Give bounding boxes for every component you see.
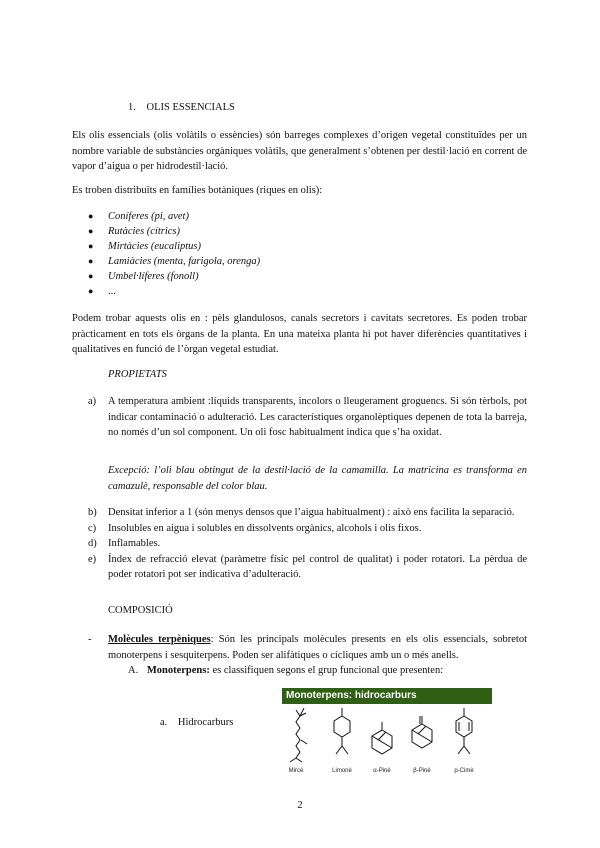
section-number: 1. xyxy=(128,102,136,113)
molecule-label: Mircè xyxy=(288,768,304,774)
hydrocarbons-label: a. Hidrocarburs xyxy=(160,717,234,728)
terpenes-label: Molècules terpèniques xyxy=(108,634,211,645)
monoterpens-line: A. Monoterpens: es classifiquen segons el grup funcional que presenten: xyxy=(128,665,444,676)
molecule-label: p-Cimè xyxy=(454,768,474,774)
list-item: ● ... xyxy=(88,285,116,297)
property-text: A temperatura ambient :líquids transparents, incolors o lleugerament groguencs. Si són tèrbols, pot indicar contaminació o adulteració. Les característiques organolèptiques depenen de tota la barreja, no només d’un sol component. Un oli fosc habitualment indica que s’ha oxidat. xyxy=(108,396,527,438)
section-heading xyxy=(128,100,235,116)
list-item: ● Mirtàcies (eucaliptus) xyxy=(88,240,202,252)
properties-title: PROPIETATS xyxy=(108,369,167,380)
limonene-structure xyxy=(334,708,350,754)
mircene-structure xyxy=(290,708,307,762)
p-cymene-structure xyxy=(456,708,472,754)
location-paragraph: Podem trobar aquests olis en : pèls glandulosos, canals secretors i cavitats secretores. Es poden trobar pràcticament en tots els òrgans de la planta. En una mateixa planta hi pot haver diferències quantitatives i qualitatives en funció de l’òrgan vegetal estudiat. xyxy=(72,313,527,355)
exception-note: Excepció: l’oli blau obtingut de la destil·lació de la camamilla. La matricina es transforma en camazulè, responsable del color blau. xyxy=(108,465,527,492)
list-item: b) Densitat inferior a 1 (són menys densos que l’aigua habitualment) : això ens facilita la separació. xyxy=(88,507,515,518)
composition-title: COMPOSICIÓ xyxy=(108,605,173,616)
section-title: OLIS ESSENCIALS xyxy=(146,102,235,113)
property-list xyxy=(88,505,527,583)
figure-header: Monoterpens: hidrocarburs xyxy=(282,688,492,704)
intro-paragraph: Els olis essencials (olis volàtils o essències) són barreges complexes d’origen vegetal constituïdes per un nombre variable de substàncies orgàniques volàtils, que generalment s’obtenen per destil·lació en corrent de vapor d’aigua o per hidrodestil·lació. xyxy=(72,130,527,172)
page-number: 2 xyxy=(297,800,303,811)
list-item: ● Rutàcies (cítrics) xyxy=(88,225,181,237)
molecule-figure xyxy=(282,704,492,776)
list-item: ● Lamiàcies (menta, farigola, orenga) xyxy=(88,255,261,267)
list-item: ● Umbel·líferes (fonoll) xyxy=(88,270,199,282)
molecule-label: Limonè xyxy=(332,768,352,774)
alpha-pinene-structure xyxy=(372,722,392,754)
list-item: d) Inflamables. xyxy=(88,538,161,549)
family-list xyxy=(88,209,388,299)
list-item: ● Coníferes (pi, avet) xyxy=(88,210,189,222)
property-a xyxy=(88,394,527,441)
molecule-label: α-Pinè xyxy=(373,768,391,774)
beta-pinene-structure xyxy=(412,716,432,748)
property-label: a) xyxy=(88,396,97,407)
list-item: e) Índex de refracció elevat (paràmetre físic pel control de qualitat) i poder rotatori. La pèrdua de poder rotatori pot ser indicativa d’adulteració. xyxy=(88,553,527,580)
terpenes-paragraph: - Molècules terpèniques: Són les principals molècules presents en els olis essencials, sobretot monoterpens i sesquiterpens. Poden ser alifàtiques o cícliques amb un o més anells. xyxy=(88,634,527,661)
distribution-intro: Es troben distribuïts en famílies botàniques (riques en olis): xyxy=(72,185,323,196)
list-item: c) Insolubles en aigua i solubles en dissolvents orgànics, alcohols i olis fixos. xyxy=(88,522,422,534)
molecule-label: β-Pinè xyxy=(413,768,431,774)
